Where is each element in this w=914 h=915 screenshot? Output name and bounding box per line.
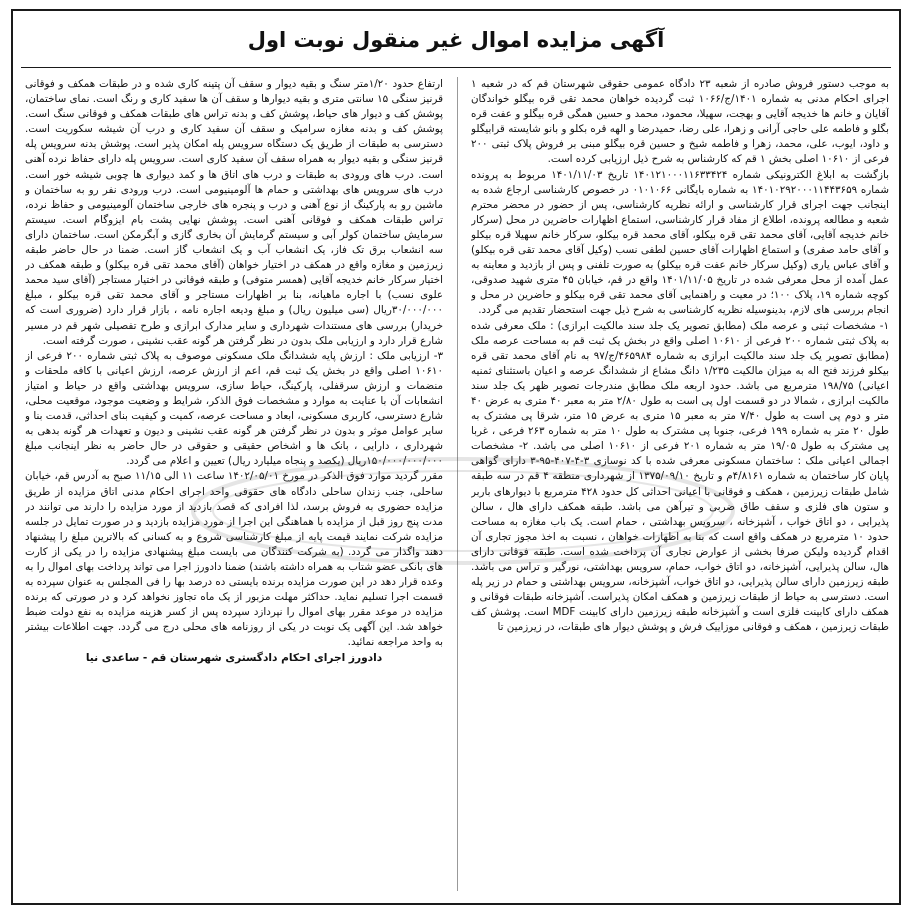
paragraph-property-details: ۱- مشخصات ثبتی و عرصه ملک (مطابق تصویر یک جلد سند مالکیت ابرازی) : ملک معرفی شده به پلاک ثبتی شماره ۲۰۰ فرعی از ۱۰۶۱۰ اصلی واقع در بخش یک ثبت قم به مساحت عرصه ملک (مطابق تصویر یک جلد سند مالکیت ابرازی به شماره ۴۶۵۹۸۴/ج/۹۷ به نام آقای محمد تقی قره بیکلو فرزند فتح اله به میزان مالکیت ۱/۲۳۵ دانگ مشاع از ششدانگ عرصه و اعیان باستثنای ثمنیه اعیانی) ۱۹۸/۷۵ مترمربع می باشد. حدود اربعه ملک مطابق مندرجات تصویر ظهر یک جلد سند مالکیت ابرازی ، شمالا در دو قسمت اول پی است به طول ۲/۸۰ متر به معبر ۴۰ متری به عرض ۴۰ متر و دوم پی است به طول ۷/۴۰ متر به معبر ۱۵ متری به عرض ۱۵ متر، شرقا پی مشترک به طول ۲۰ متر به شماره ۱۹۹ فرعی، جنوبا پی مشترک به طول ۱۰ متر به شماره ۲۶۳ فرعی ، غربا پی مشترک به طول ۱۹/۰۵ متر به شماره ۲۰۱ فرعی از ۱۰۶۱۰ اصلی می باشد. ۲- مشخصات اجمالی اعیانی ملک : ساختمان مسکونی معرفی شده با کد نوسازی ۳-۴-۴۰۷-۹۵-۳ دارای گواهی پایان کار ساختمان به شماره ۴/۸۱۶۱م و تاریخ ۱۳۷۵/۰۹/۱۰ از شهرداری منطقه ۴ قم در سه طبقه شامل طبقات زیرزمین ، همکف و فوقانی با اعیانی احداثی کل حدود ۴۲۸ مترمربع با دیوارهای باربر و ستون های فلزی و سقف طاق ضربی و تیرآهن می باشد. طبقه همکف دارای هال ، سالن پذیرایی ، دو اتاق خواب ، آشپزخانه ، سرویس بهداشتی ، حمام است. یک باب مغازه به مساحت حدود ۱۰ مترمربع در همکف واقع است که بنا به اظهارات خواهان ، نسبت به اخذ مجوز تجاری آن اقدام گردیده ولیکن صرفا بخشی از عوارض تجاری آن پرداخت شده است. طبقه فوقانی دارای هال، سالن پذیرایی، آشپزخانه، دو اتاق خواب، حمام، سرویس بهداشتی، نورگیر و تراس می باشد. طبقه زیرزمین دارای سالن پذیرایی، دو اتاق خواب، آشپزخانه، سرویس بهداشتی و حمام در زیر پله است. دسترسی به حیاط از طبقات زیرزمین و همکف امکان پذیراست. آشپزخانه طبقات فوقانی و همکف دارای کابینت فلزی است و آشپزخانه طبقه زیرزمین دارای کابینت MDF است. پوشش کف طبقات زیرزمین ، همکف و فوقانی موزاییک فرش و پوشش دیوار های طبقات، در زیرزمین تا [471, 319, 889, 634]
paragraph-expert-report: بازگشت به ابلاغ الکترونیکی شماره ۱۴۰۱۲۱۰۰۰۱۱۶۳۳۴۲۴ تاریخ ۱۴۰۱/۱۱/۰۳ مربوط به پرونده شماره ۱۴۰۱۰۲۹۲۰۰۰۱۱۴۴۳۶۵۹ به شماره بایگانی ۰۱۰۱۰۶۶ در خصوص کارشناسی ارجاع شده به اینجانب جهت اجرای قرار کارشناسی و ارائه نظریه کارشناسی، پس از حضور در محضر محترم شعبه و مطالعه پرونده، اطلاع از مفاد قرار کارشناسی، استماع اظهارات حاضرین در محل (سرکار خانم خدیجه آقایی، آقای محمد تقی قره بیکلو، آقای محمد قره بیکلو، سرکار خانم سهیلا قره بیکلو و آقای حامد صفری) و استماع اظهارات آقای حسین لطفی نسب (وکیل آقای محمد تقی قره بیکلو) و آقای عباس یاری (وکیل سرکار خانم عفت قره بیکلو) به صورت تلفنی و پس از بازدید و معاینه به عمل آمده از محل معرفی شده در تاریخ ۱۴۰۱/۱۱/۰۵ واقع در قم، خیابان ۴۵ متری شهید صدوقی، کوچه شماره ۱۹، پلاک ۱۰۰؛ در معیت و راهنمایی آقای محمد تقی قره بیکلو و حاضرین در محل و انجام بررسی های لازم، بدینوسیله نظریه کارشناسی به شرح ذیل جهت استحضار تقدیم می گردد. [471, 168, 889, 317]
page-title: آگهی مزایده اموال غیر منقول نوبت اول [247, 28, 665, 52]
advertisement-frame [11, 9, 901, 905]
column-divider [457, 77, 458, 891]
paragraph-building-finishes: ارتفاع حدود ۱/۲۰متر سنگ و بقیه دیوار و سقف آن پتینه کاری شده و در طبقات همکف و فوقانی قرنیز سنگی ۱۵ سانتی متری و بقیه دیوارها و سقف آن ها سفید کاری و رنگ است. نمای ساختمان، پوشش کف و دیوار های حیاط، پوشش کف و بدنه تراس های طبقات همکف و فوقانی سنگ است. پوشش کف و بدنه مغازه سرامیک و سقف آن سفید کاری و درب آن شیشه سکوریت است. دسترسی به طبقات از طریق یک دستگاه سرویس پله امکان پذیر است. پوشش بدنه سرویس پله قرنیز سنگی و بقیه دیوار به همراه سقف آن سفید کاری است. سرویس پله دارای حفاظ نرده آهنی است. درب های ورودی به طبقات و درب های اتاق ها و کمد دیواری ها چوبی شیشه خور است. درب های سرویس های بهداشتی و حمام ها آلومینیومی است. درب ورودی نفر رو به ساختمان و ماشین رو به پارکینگ از نوع آهنی و درب و پنجره های خارجی ساختمان آلومینیومی و حفاظ نرده، تراس طبقات همکف و فوقانی آهنی است. پوشش نهایی پشت بام ایزوگام است. سیستم سرمایش ساختمان کولر آبی و سیستم گرمایش آن بخاری گازی و آبگرمکن است. ساختمان دارای سه انشعاب برق تک فاز، یک انشعاب آب و یک انشعاب گاز است. ضمنا در حال حاضر طبقه زیرزمین و مغازه واقع در همکف در اختیار خواهان (آقای محمد تقی قره بیکلو) و طبقه همکف در اختیار سرکار خانم خدیجه آقایی (همسر متوفی) و طبقه فوقانی در اختیار مستاجر (آقای سید محمد علوی نسب) با اجاره ماهیانه، بنا بر اظهارات مستاجر و آقای محمد تقی قره بیکلو ، مبلغ ۳۰/۰۰۰/۰۰۰ریال (سی میلیون ریال) و مبلغ ودیعه اجاره نامه ، بازار قرار دارد (ضروری است که خریدار) بررسی های مستندات شهرداری و سایر مدارک ابرازی و طرح تفصیلی شهر قم در مسیر شارع قرار دارد و ارزیابی ملک بدون در نظر گرفتن هر گونه عقب نشینی ، صورت گرفته است. [25, 78, 443, 347]
right-column [471, 77, 889, 891]
paragraph-valuation: ۳- ارزیابی ملک : ارزش پایه ششدانگ ملک مسکونی موصوف به پلاک ثبتی شماره ۲۰۰ فرعی از ۱۰۶۱۰ اصلی واقع در بخش یک ثبت قم، اعم از ارزش عرصه، ارزش اعیانی با کافه ملحقات و منضمات و ارزش سرقفلی، پارکینگ، حیاط سازی، سرویس بهداشتی واقع در حیاط و امتیاز انشعابات آن با عنایت به موارد و مشخصات فوق الذکر، شرایط و وضعیت موجود، موقعیت محلی، شارع دسترسی، کاربری مسکونی، ابعاد و مساحت عرصه، کمیت و کیفیت بنای احداثی، قدمت بنا و سایر عوامل موثر و بدون در نظر گرفتن هر گونه عقب نشینی و دیون و تعهدات هر گونه بدهی به شهرداری ، دارایی ، بانک ها و اشخاص حقیقی و حقوقی در حال حاضر به نظر اینجانب مبلغ ۱۵۰/۰۰۰/۰۰۰/۰۰۰ریال (یکصد و پنجاه میلیارد ریال) تعیین و اعلام می گردد. [25, 349, 443, 468]
paragraph-auction-terms: مقرر گردید موارد فوق الذکر در مورخ ۱۴۰۲/۰۵/۰۱ ساعت ۱۱ الی ۱۱/۱۵ صبح به آدرس قم، خیابان ساحلی، جنب زندان ساحلی دادگاه های حقوقی واحد اجرای احکام مدنی اتاق مزایده از طریق مزایده حضوری به فروش برسد، لذا افرادی که قصد بازدید از مورد مزایده را دارند می توانند در مدت پنج روز قبل از مزایده با هماهنگی این اجرا از مورد مزایده بازدید و در صورت تمایل در جلسه مزایده شرکت نمایند قیمت پایه از مبلغ کارشناسی شروع و به کسانی که بالاترین مبلغ را پیشنهاد دهند واگذار می گردد. (به شرکت کنندگان می بایست مبلغ پیشنهادی مزایده را در یکی از کارت های بانکی عضو شتاب به همراه داشته باشند) ضمنا دادورز اجرا می تواند پرداخت بهای اموال را به وعده قرار دهد در این صورت مزایده برنده بایستی ده درصد بها را فی المجلس به عنوان سپرده به قسمت اجرا تسلیم نماید. حداکثر مهلت مزبور از یک ماه تجاوز نخواهد کرد و در صورتی که برنده مزایده در موعد مقرر بهای اموال را نپردازد سپرده پس از کسر هزینه مزایده به نفع دولت ضبط خواهد شد. این آگهی یک نوبت در یکی از روزنامه های محلی درج می گردد. جهت اطلاعات بیشتر به واحد مراجعه نمائید. [25, 470, 443, 649]
left-column [25, 77, 443, 891]
signature-line: دادورز اجرای احکام دادگستری شهرستان قم - ساعدی نیا [85, 651, 383, 664]
title-divider [21, 67, 891, 68]
paragraph-intro: به موجب دستور فروش صادره از شعبه ۲۳ دادگاه عمومی حقوقی شهرستان قم که در شعبه ۱ اجرای احکام مدنی به شماره ۱۴۰۱/ج/۱۰۶۶ ثبت گردیده خواهان محمد تقی قره بیگلو خواندگان آقایان و خانم ها خدیجه آقایی و بهجت، سهیلا، محمود، محمد و حسین همگی قره بیگلو و عفت قره بگلو و فاطمه علی حاجی آرانی و زهرا، علی رضا، حمیدرضا و الهه قره بکلو و بانو شایسته قرابیگلو و داود، ایوب، علی، محمد، زهرا و فاطمه شیخ و حسین قره بیگلو مبنی بر فروش پلاک ثبتی ۲۰۰ فرعی از ۱۰۶۱۰ اصلی بخش ۱ قم که کارشناس به شرح ذیل ارزیابی کرده است. [471, 78, 889, 166]
